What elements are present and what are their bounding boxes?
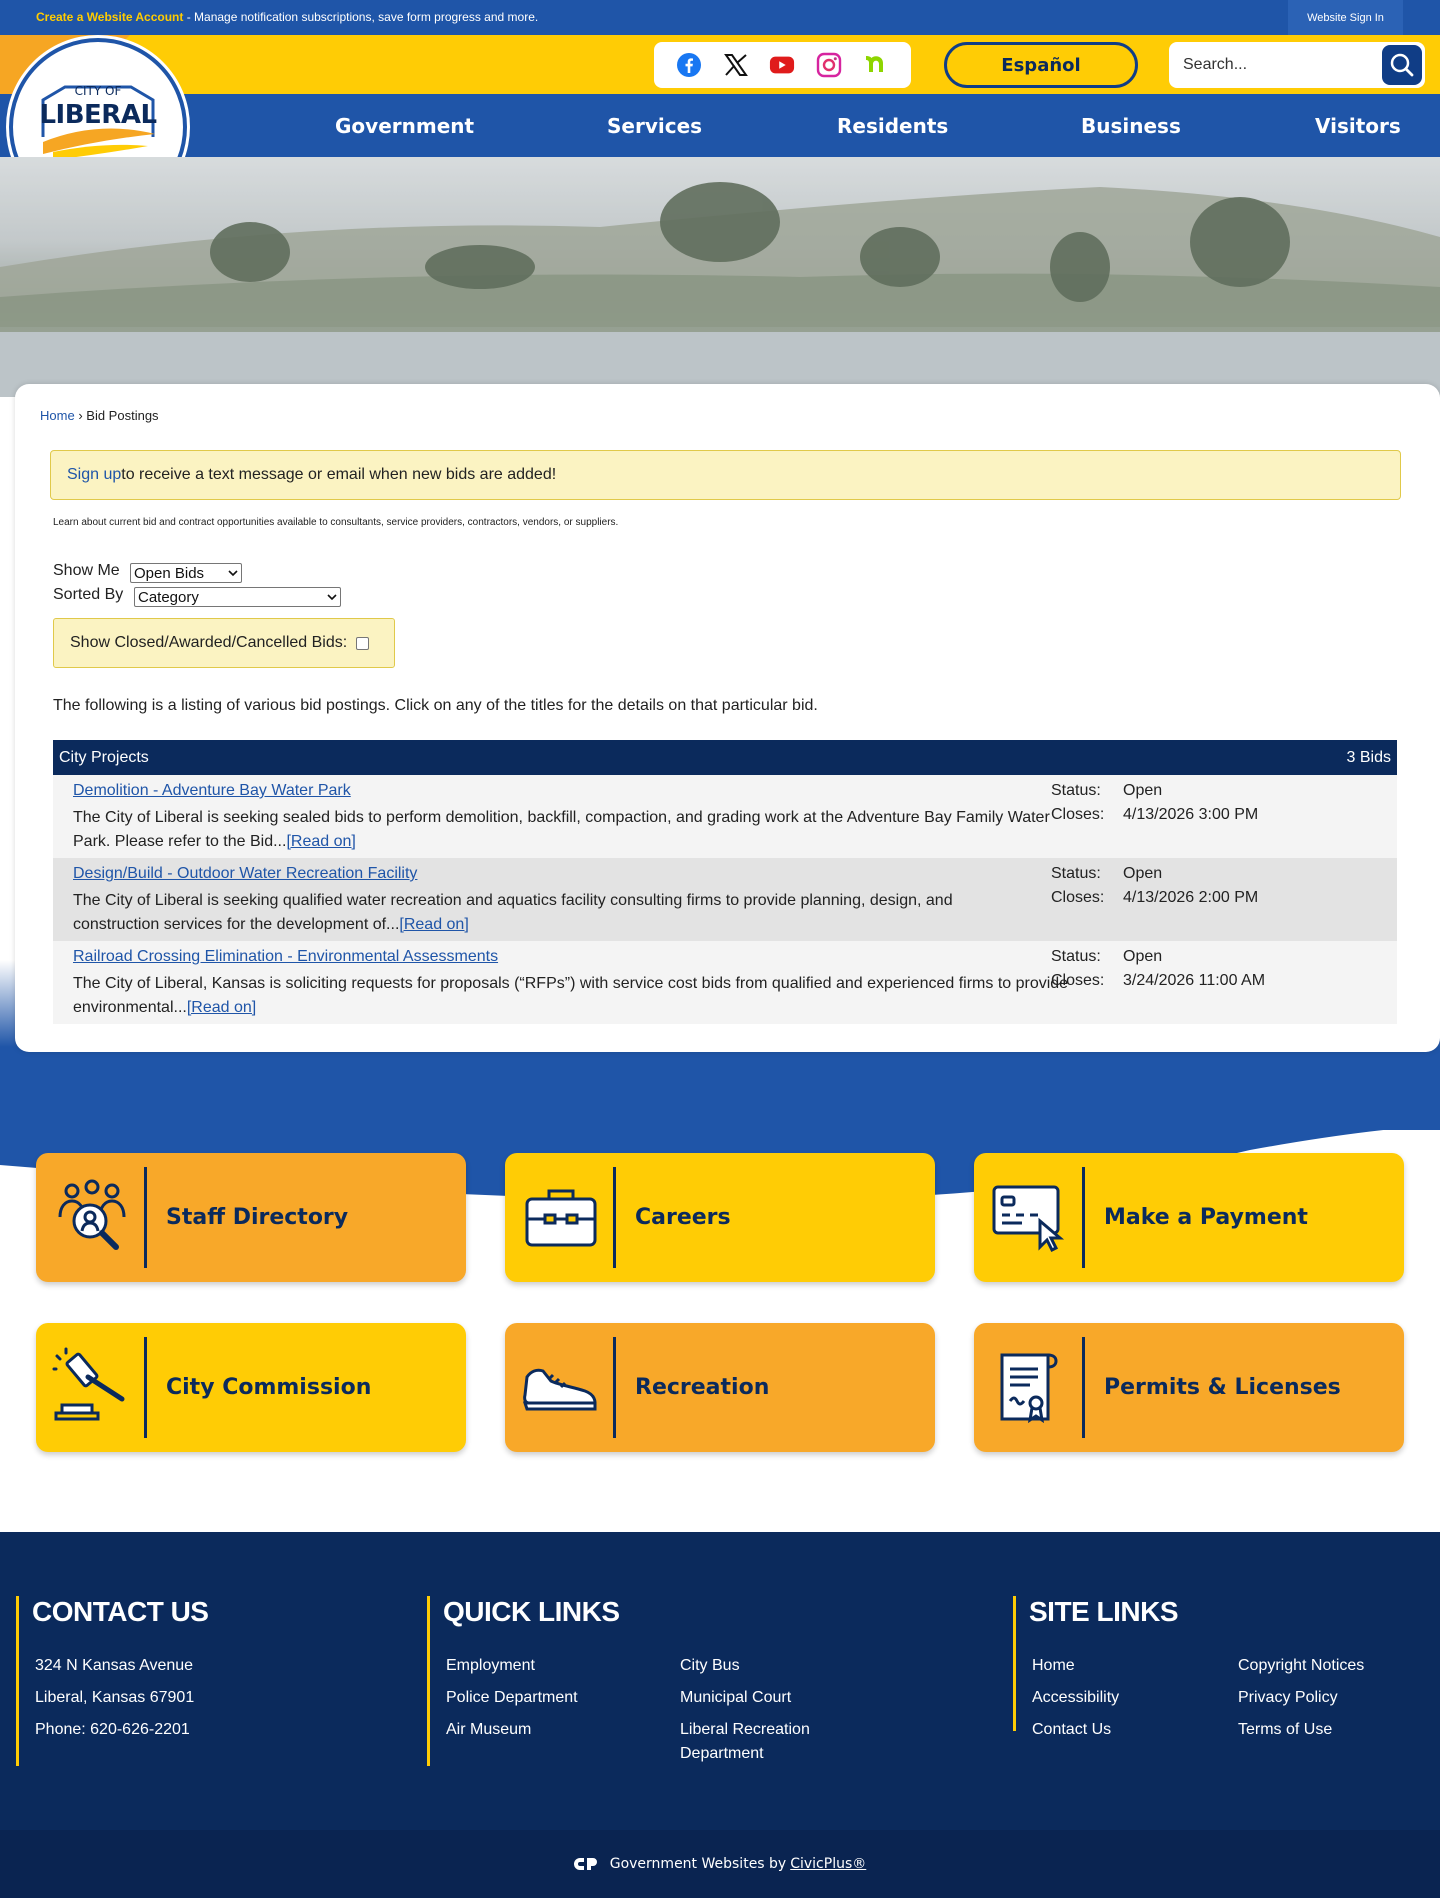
- gavel-icon: [52, 1347, 132, 1427]
- show-me-label: Show Me: [53, 562, 120, 579]
- tile-divider: [144, 1167, 147, 1268]
- site-link-privacy[interactable]: Privacy Policy: [1238, 1689, 1338, 1706]
- site-link-home[interactable]: Home: [1032, 1657, 1075, 1674]
- facebook-icon[interactable]: [676, 52, 702, 78]
- tile-permits-licenses[interactable]: [974, 1323, 1404, 1452]
- account-message: [36, 10, 538, 24]
- bottom-bar: [0, 1830, 1440, 1898]
- contact-phone: Phone: 620-626-2201: [35, 1721, 190, 1738]
- search-box: [1169, 42, 1425, 88]
- show-me-value: Open Bids: [134, 564, 205, 582]
- sorted-by-select[interactable]: [134, 587, 341, 607]
- staff-directory-icon: [52, 1177, 132, 1257]
- bid-description: The City of Liberal is seeking qualified water recreation and aquatics facility consulting firms to provide planning, design, and construction services for the development of...[Read on]: [73, 892, 953, 933]
- tile-divider: [1082, 1337, 1085, 1438]
- closes-value: 4/13/2026 2:00 PM: [1123, 889, 1259, 906]
- site-link-terms[interactable]: Terms of Use: [1238, 1721, 1333, 1738]
- tile-careers[interactable]: [505, 1153, 935, 1282]
- status-value: Open: [1123, 865, 1163, 882]
- espanol-button[interactable]: Español: [944, 42, 1138, 88]
- site-link-copyright[interactable]: Copyright Notices: [1238, 1657, 1365, 1674]
- nav-visitors[interactable]: Visitors: [1315, 113, 1401, 138]
- site-links-heading: SITE LINKS: [1029, 1596, 1179, 1627]
- alert-text: to receive a text message or email when new bids are added!: [121, 466, 557, 483]
- create-account-link[interactable]: Create a Website Account: [36, 10, 184, 24]
- breadcrumb-home[interactable]: Home: [40, 408, 75, 423]
- hero-image: [0, 157, 1440, 397]
- main-nav: [0, 94, 1440, 157]
- bid-row: [53, 775, 1397, 858]
- bid-title-link[interactable]: Demolition - Adventure Bay Water Park: [73, 782, 351, 799]
- bid-description: The City of Liberal is seeking sealed bids to perform demolition, backfill, compaction, and grading work at the Adventure Bay Family Water Park. Please refer to the Bid...[Read on]: [73, 809, 1050, 850]
- tile-divider: [613, 1167, 616, 1268]
- x-icon[interactable]: [723, 52, 749, 78]
- tile-recreation[interactable]: [505, 1323, 935, 1452]
- quick-links-heading: QUICK LINKS: [443, 1596, 620, 1627]
- civicplus-link[interactable]: CivicPlus®: [790, 1856, 867, 1872]
- tile-label: City Commission: [166, 1375, 372, 1400]
- bid-row: [53, 858, 1397, 941]
- quick-link-police[interactable]: Police Department: [446, 1689, 578, 1706]
- category-name: City Projects: [59, 748, 149, 766]
- youtube-icon[interactable]: [769, 52, 795, 78]
- status-value: Open: [1123, 782, 1163, 799]
- tile-label: Staff Directory: [166, 1205, 349, 1230]
- tile-city-commission[interactable]: [36, 1323, 466, 1452]
- search-input[interactable]: [1183, 53, 1373, 77]
- nextdoor-icon[interactable]: [863, 52, 889, 78]
- breadcrumb-current: Bid Postings: [86, 408, 159, 423]
- content-card: [15, 384, 1440, 1052]
- quick-link-recreation[interactable]: Liberal Recreation Department: [680, 1721, 810, 1762]
- contact-heading: CONTACT US: [32, 1596, 209, 1627]
- sorted-by-value: Category: [138, 588, 199, 606]
- tile-label: Careers: [635, 1205, 731, 1230]
- tile-label: Permits & Licenses: [1104, 1375, 1341, 1400]
- site-link-accessibility[interactable]: Accessibility: [1032, 1689, 1120, 1706]
- closes-label: Closes:: [1051, 889, 1105, 906]
- chevron-down-icon: [327, 593, 337, 601]
- sorted-by-label: Sorted By: [53, 586, 124, 603]
- show-closed-toggle: [53, 618, 395, 668]
- bid-count: 3 Bids: [1346, 748, 1391, 766]
- search-button[interactable]: [1382, 45, 1422, 85]
- social-links: [654, 42, 911, 88]
- tile-make-a-payment[interactable]: [974, 1153, 1404, 1282]
- closes-value: 4/13/2026 3:00 PM: [1123, 806, 1259, 823]
- show-closed-label: Show Closed/Awarded/Cancelled Bids:: [70, 634, 348, 651]
- logo-city-of: CITY OF: [74, 84, 122, 98]
- bid-title-link[interactable]: Railroad Crossing Elimination - Environmental Assessments: [73, 948, 499, 965]
- website-sign-in-button[interactable]: Website Sign In: [1288, 0, 1403, 35]
- civicplus-logo-icon: [574, 1856, 600, 1872]
- status-label: Status:: [1051, 865, 1101, 882]
- contact-address-2: Liberal, Kansas 67901: [35, 1689, 195, 1706]
- tile-staff-directory[interactable]: [36, 1153, 466, 1282]
- bid-row: [53, 941, 1397, 1024]
- sneaker-icon: [521, 1347, 601, 1427]
- nav-government[interactable]: Government: [335, 113, 475, 138]
- show-closed-checkbox[interactable]: [356, 637, 369, 650]
- tile-label: Make a Payment: [1104, 1205, 1308, 1230]
- tile-divider: [144, 1337, 147, 1438]
- tile-label: Recreation: [635, 1375, 770, 1400]
- briefcase-icon: [521, 1177, 601, 1257]
- contact-address-1: 324 N Kansas Avenue: [35, 1657, 194, 1674]
- quick-link-city-bus[interactable]: City Bus: [680, 1657, 740, 1674]
- quick-link-employment[interactable]: Employment: [446, 1657, 535, 1674]
- nav-residents[interactable]: Residents: [837, 113, 949, 138]
- payment-card-icon: [990, 1177, 1070, 1257]
- closes-label: Closes:: [1051, 972, 1105, 989]
- read-on-link[interactable]: [Read on]: [399, 916, 469, 933]
- bid-description: The City of Liberal, Kansas is soliciting requests for proposals (“RFPs”) with service cost bids from qualified and experienced firms to provide environmental...[Read on]: [73, 975, 1069, 1016]
- notify-alert: [50, 450, 1401, 500]
- status-label: Status:: [1051, 948, 1101, 965]
- bottom-prefix: Government Websites by: [609, 1856, 787, 1872]
- quick-link-air-museum[interactable]: Air Museum: [446, 1721, 532, 1738]
- tile-divider: [613, 1337, 616, 1438]
- bid-title-link[interactable]: Design/Build - Outdoor Water Recreation Facility: [73, 865, 418, 882]
- search-icon: [1389, 52, 1415, 78]
- sign-up-link[interactable]: Sign up: [67, 466, 122, 483]
- listing-note: The following is a listing of various bid postings. Click on any of the titles for the details on that particular bid.: [53, 697, 818, 714]
- account-message-text: - Manage notification subscriptions, save form progress and more.: [183, 10, 539, 24]
- read-on-link[interactable]: [Read on]: [186, 999, 257, 1016]
- nav-business[interactable]: Business: [1081, 113, 1181, 138]
- quick-link-municipal-court[interactable]: Municipal Court: [680, 1689, 792, 1706]
- closes-label: Closes:: [1051, 806, 1105, 823]
- breadcrumb: [40, 408, 159, 423]
- status-label: Status:: [1051, 782, 1101, 799]
- chevron-down-icon: [228, 569, 238, 577]
- read-on-link[interactable]: [Read on]: [286, 833, 356, 850]
- site-link-contact[interactable]: Contact Us: [1032, 1721, 1112, 1738]
- certificate-icon: [990, 1347, 1070, 1427]
- tile-divider: [1082, 1167, 1085, 1268]
- footer-contact: [16, 1596, 396, 1766]
- breadcrumb-separator: ›: [78, 408, 83, 423]
- instagram-icon[interactable]: [816, 52, 842, 78]
- logo-liberal: LIBERAL: [39, 100, 157, 130]
- status-value: Open: [1123, 948, 1163, 965]
- closes-value: 3/24/2026 11:00 AM: [1123, 972, 1266, 989]
- show-me-select[interactable]: [130, 563, 242, 583]
- footer-quick-links: [427, 1596, 987, 1766]
- intro-text: Learn about current bid and contract opportunities available to consultants, service providers, contractors, vendors, or suppliers.: [53, 517, 619, 528]
- footer-site-links: [1013, 1596, 1413, 1738]
- nav-services[interactable]: Services: [607, 113, 703, 138]
- top-bar: [0, 0, 1440, 35]
- category-header[interactable]: [53, 740, 1397, 775]
